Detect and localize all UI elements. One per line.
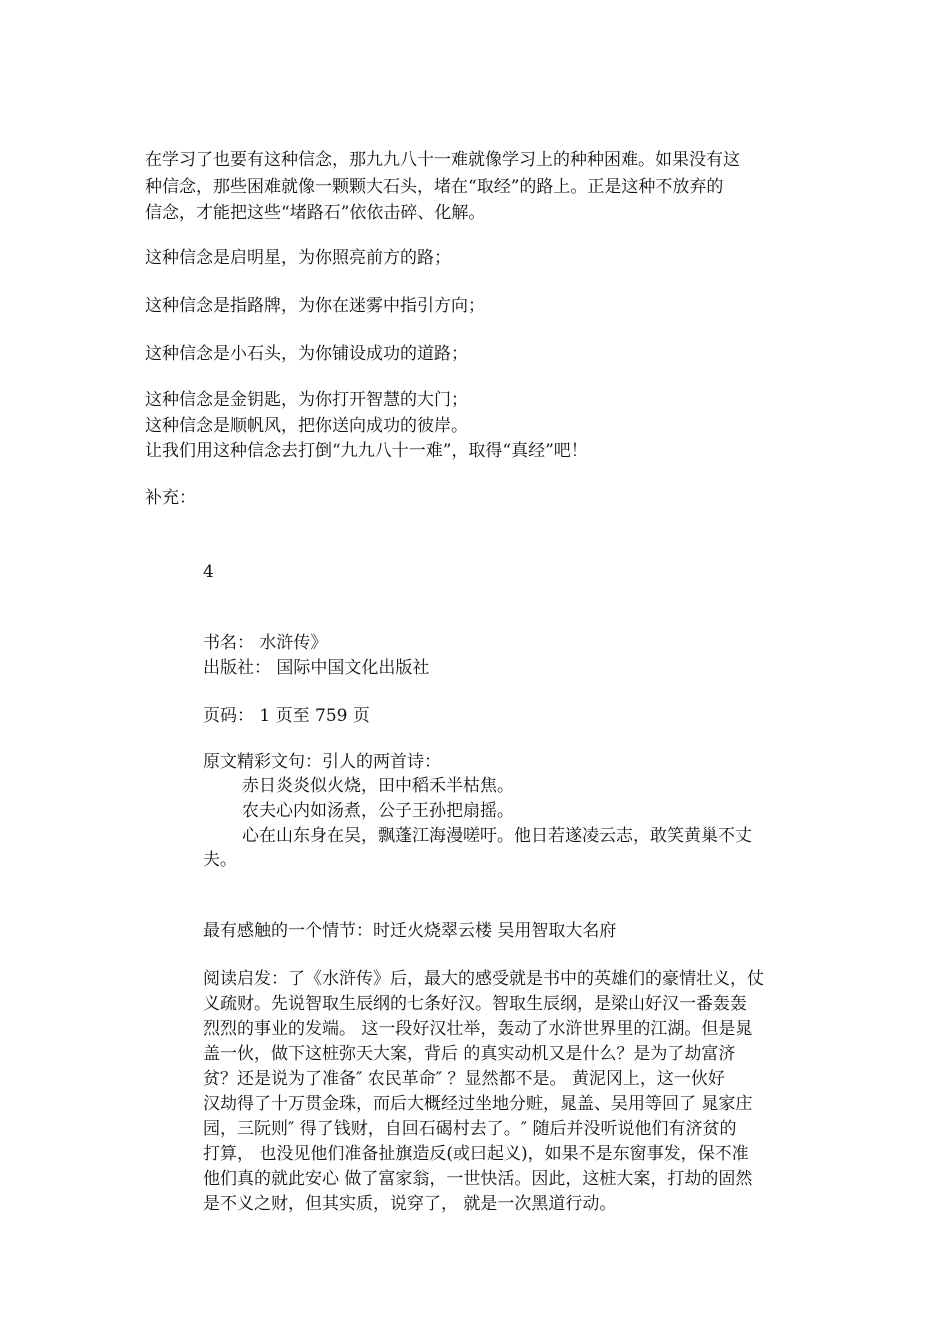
belief-line-3: 这种信念是小石头，为你铺设成功的道路； bbox=[145, 344, 468, 364]
publisher-line: 出版社： 国际中国文化出版社 bbox=[203, 658, 430, 678]
belief-line-1: 这种信念是启明星，为你照亮前方的路； bbox=[145, 248, 451, 268]
poem-line-wrap: 夫。 bbox=[203, 850, 237, 870]
insight-line-6: 汉劫得了十万贯金珠，而后大概经过坐地分赃，晁盖、吴用等回了 晁家庄 bbox=[203, 1094, 753, 1114]
insight-line-5: 贫？还是说为了准备″ 农民革命″ ？显然都不是。 黄泥冈上，这一伙好 bbox=[203, 1069, 725, 1089]
entry-number: 4 bbox=[203, 562, 214, 582]
poem-line-2: 农夫心内如汤煮，公子王孙把扇摇。 bbox=[242, 801, 514, 821]
poem-line-3: 心在山东身在吴，飘蓬江海漫嗟吁。他日若遂凌云志，敢笑黄巢不丈 bbox=[242, 826, 752, 846]
belief-line-5: 这种信念是顺帆风，把你送向成功的彼岸。 bbox=[145, 416, 468, 436]
insight-line-9: 他们真的就此安心 做了富家翁，一世快活。因此，这桩大案，打劫的固然 bbox=[203, 1169, 753, 1189]
quote-heading: 原文精彩文句：引人的两首诗： bbox=[203, 752, 441, 772]
intro-line-3: 信念，才能把这些“堵路石”依依击碎、化解。 bbox=[145, 203, 486, 223]
touching-plot-line: 最有感触的一个情节：时迁火烧翠云楼 吴用智取大名府 bbox=[203, 921, 617, 941]
insight-line-4: 盖一伙，做下这桩弥天大案，背后 的真实动机又是什么？是为了劫富济 bbox=[203, 1044, 736, 1064]
insight-line-10: 是不义之财，但其实质，说穿了， 就是一次黑道行动。 bbox=[203, 1194, 617, 1214]
belief-line-4: 这种信念是金钥匙，为你打开智慧的大门； bbox=[145, 390, 468, 410]
intro-line-2: 种信念，那些困难就像一颗颗大石头，堵在“取经”的路上。正是这种不放弃的 bbox=[145, 177, 724, 197]
insight-line-2: 义疏财。先说智取生辰纲的七条好汉。智取生辰纲，是梁山好汉一番轰轰 bbox=[203, 994, 747, 1014]
insight-line-7: 园，三阮则″ 得了钱财，自回石碣村去了。″ 随后并没听说他们有济贫的 bbox=[203, 1119, 737, 1139]
intro-line-1: 在学习了也要有这种信念，那九九八十一难就像学习上的种种困难。如果没有这 bbox=[145, 150, 740, 170]
book-title-line: 书名： 水浒传》 bbox=[203, 633, 328, 653]
belief-line-2: 这种信念是指路牌，为你在迷雾中指引方向； bbox=[145, 296, 485, 316]
supplement-label: 补充： bbox=[145, 488, 196, 508]
closing-line: 让我们用这种信念去打倒“九九八十一难”，取得“真经”吧！ bbox=[145, 441, 588, 461]
insight-line-8: 打算， 也没见他们准备扯旗造反(或曰起义)，如果不是东窗事发，保不准 bbox=[203, 1144, 749, 1164]
insight-line-1: 阅读启发：了《水浒传》后，最大的感受就是书中的英雄们的豪情壮义，仗 bbox=[203, 969, 764, 989]
poem-line-1: 赤日炎炎似火烧，田中稻禾半枯焦。 bbox=[242, 776, 514, 796]
pages-line: 页码： 1 页至 759 页 bbox=[203, 706, 370, 726]
insight-line-3: 烈烈的事业的发端。 这一段好汉壮举，轰动了水浒世界里的江湖。但是晁 bbox=[203, 1019, 753, 1039]
